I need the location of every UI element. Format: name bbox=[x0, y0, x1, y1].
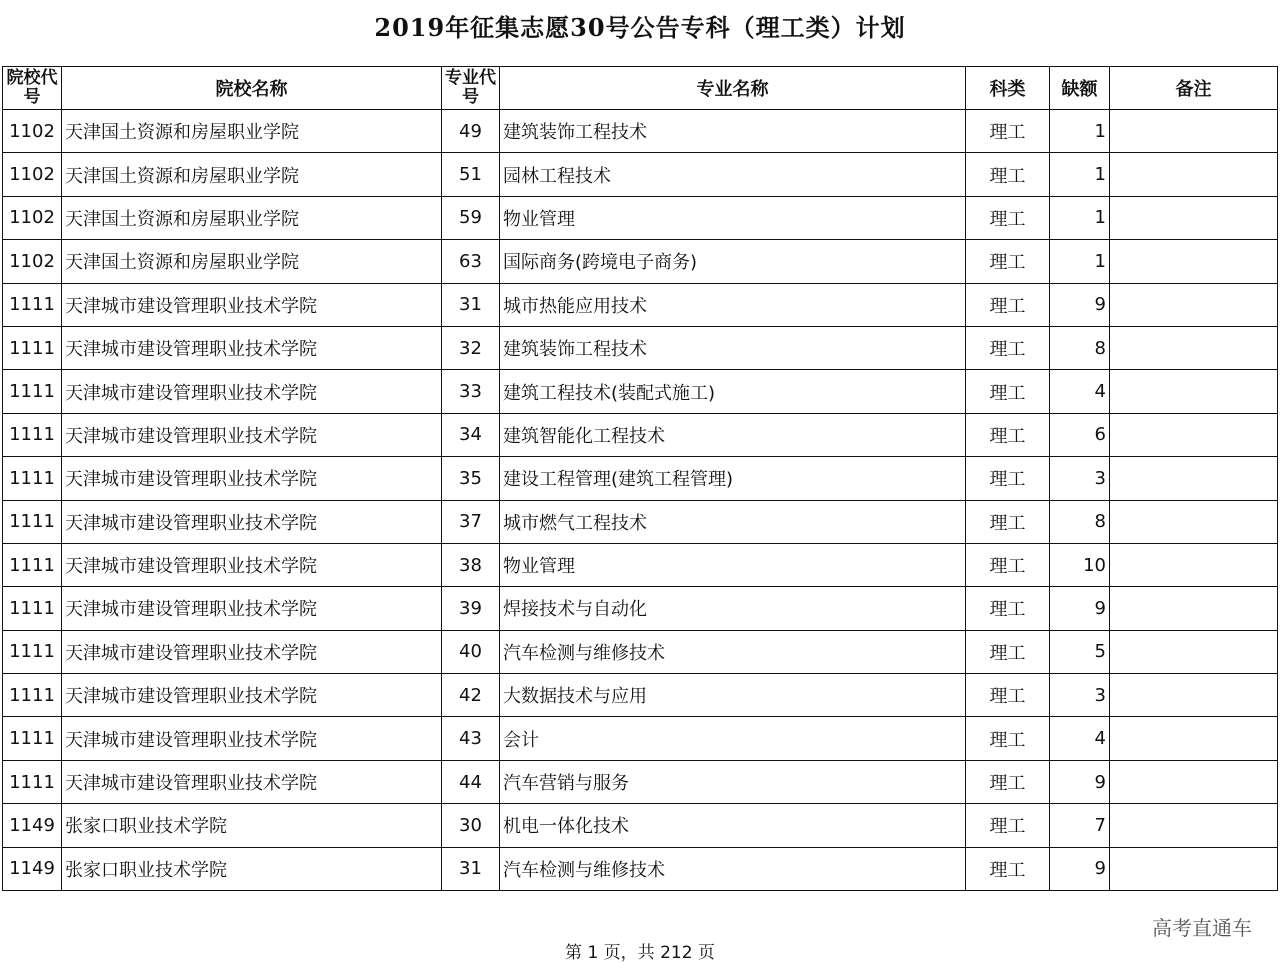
cell-major-code: 59 bbox=[442, 196, 500, 239]
cell-category: 理工 bbox=[966, 457, 1050, 500]
cell-quota: 4 bbox=[1050, 717, 1110, 760]
cell-major-name: 城市热能应用技术 bbox=[500, 283, 966, 326]
cell-school-code: 1111 bbox=[3, 370, 62, 413]
cell-major-code: 39 bbox=[442, 587, 500, 630]
cell-category: 理工 bbox=[966, 153, 1050, 196]
cell-quota: 8 bbox=[1050, 500, 1110, 543]
cell-school-name: 天津城市建设管理职业技术学院 bbox=[62, 326, 442, 369]
header-quota: 缺额 bbox=[1050, 67, 1110, 110]
cell-school-name: 天津城市建设管理职业技术学院 bbox=[62, 674, 442, 717]
cell-quota: 3 bbox=[1050, 457, 1110, 500]
header-major-name: 专业名称 bbox=[500, 67, 966, 110]
cell-quota: 7 bbox=[1050, 804, 1110, 847]
header-row bbox=[3, 67, 1278, 110]
cell-major-code: 37 bbox=[442, 500, 500, 543]
cell-quota: 6 bbox=[1050, 413, 1110, 456]
cell-school-name: 张家口职业技术学院 bbox=[62, 847, 442, 890]
cell-major-name: 园林工程技术 bbox=[500, 153, 966, 196]
cell-school-name: 天津城市建设管理职业技术学院 bbox=[62, 630, 442, 673]
cell-category: 理工 bbox=[966, 760, 1050, 803]
cell-school-code: 1149 bbox=[3, 804, 62, 847]
cell-remark bbox=[1110, 240, 1278, 283]
cell-major-name: 建筑智能化工程技术 bbox=[500, 413, 966, 456]
cell-major-name: 物业管理 bbox=[500, 543, 966, 586]
page-title: 2019年征集志愿30号公告专科（理工类）计划 bbox=[374, 13, 906, 42]
cell-major-name: 建筑装饰工程技术 bbox=[500, 110, 966, 153]
table-row bbox=[3, 674, 1278, 717]
cell-school-name: 天津城市建设管理职业技术学院 bbox=[62, 457, 442, 500]
table-row bbox=[3, 196, 1278, 239]
cell-quota: 1 bbox=[1050, 196, 1110, 239]
cell-category: 理工 bbox=[966, 500, 1050, 543]
cell-major-code: 42 bbox=[442, 674, 500, 717]
cell-major-name: 建筑装饰工程技术 bbox=[500, 326, 966, 369]
cell-remark bbox=[1110, 370, 1278, 413]
cell-major-code: 40 bbox=[442, 630, 500, 673]
cell-quota: 10 bbox=[1050, 543, 1110, 586]
cell-category: 理工 bbox=[966, 413, 1050, 456]
table-row bbox=[3, 543, 1278, 586]
cell-school-name: 天津城市建设管理职业技术学院 bbox=[62, 543, 442, 586]
cell-remark bbox=[1110, 153, 1278, 196]
cell-school-name: 天津国土资源和房屋职业学院 bbox=[62, 196, 442, 239]
cell-school-name: 天津城市建设管理职业技术学院 bbox=[62, 283, 442, 326]
cell-category: 理工 bbox=[966, 370, 1050, 413]
cell-school-code: 1111 bbox=[3, 674, 62, 717]
header-category: 科类 bbox=[966, 67, 1050, 110]
cell-school-code: 1111 bbox=[3, 326, 62, 369]
cell-school-name: 天津城市建设管理职业技术学院 bbox=[62, 370, 442, 413]
cell-school-code: 1111 bbox=[3, 283, 62, 326]
cell-quota: 9 bbox=[1050, 847, 1110, 890]
cell-remark bbox=[1110, 804, 1278, 847]
cell-category: 理工 bbox=[966, 587, 1050, 630]
cell-major-name: 物业管理 bbox=[500, 196, 966, 239]
cell-school-name: 天津国土资源和房屋职业学院 bbox=[62, 153, 442, 196]
header-school-code: 院校代号 bbox=[3, 67, 62, 110]
cell-school-code: 1111 bbox=[3, 717, 62, 760]
cell-school-code: 1102 bbox=[3, 196, 62, 239]
cell-major-name: 汽车检测与维修技术 bbox=[500, 847, 966, 890]
cell-category: 理工 bbox=[966, 283, 1050, 326]
table-row bbox=[3, 110, 1278, 153]
cell-category: 理工 bbox=[966, 326, 1050, 369]
cell-school-code: 1111 bbox=[3, 543, 62, 586]
cell-school-code: 1102 bbox=[3, 110, 62, 153]
table-row bbox=[3, 457, 1278, 500]
cell-major-name: 大数据技术与应用 bbox=[500, 674, 966, 717]
cell-major-name: 汽车营销与服务 bbox=[500, 760, 966, 803]
cell-quota: 9 bbox=[1050, 760, 1110, 803]
table-row bbox=[3, 240, 1278, 283]
cell-major-name: 建筑工程技术(装配式施工) bbox=[500, 370, 966, 413]
cell-quota: 4 bbox=[1050, 370, 1110, 413]
table-row bbox=[3, 587, 1278, 630]
cell-major-code: 44 bbox=[442, 760, 500, 803]
cell-category: 理工 bbox=[966, 630, 1050, 673]
table-row bbox=[3, 847, 1278, 890]
cell-remark bbox=[1110, 500, 1278, 543]
table-row bbox=[3, 153, 1278, 196]
cell-quota: 8 bbox=[1050, 326, 1110, 369]
cell-major-code: 38 bbox=[442, 543, 500, 586]
cell-quota: 3 bbox=[1050, 674, 1110, 717]
table-row bbox=[3, 326, 1278, 369]
enrollment-plan-table bbox=[2, 66, 1278, 891]
header-major-code: 专业代号 bbox=[442, 67, 500, 110]
cell-quota: 9 bbox=[1050, 587, 1110, 630]
cell-category: 理工 bbox=[966, 804, 1050, 847]
cell-category: 理工 bbox=[966, 196, 1050, 239]
cell-category: 理工 bbox=[966, 717, 1050, 760]
header-school-name: 院校名称 bbox=[62, 67, 442, 110]
cell-major-code: 31 bbox=[442, 847, 500, 890]
cell-major-code: 43 bbox=[442, 717, 500, 760]
cell-major-code: 49 bbox=[442, 110, 500, 153]
cell-school-code: 1149 bbox=[3, 847, 62, 890]
cell-major-name: 机电一体化技术 bbox=[500, 804, 966, 847]
cell-major-code: 32 bbox=[442, 326, 500, 369]
cell-school-name: 天津城市建设管理职业技术学院 bbox=[62, 413, 442, 456]
cell-major-name: 城市燃气工程技术 bbox=[500, 500, 966, 543]
cell-remark bbox=[1110, 457, 1278, 500]
cell-major-code: 51 bbox=[442, 153, 500, 196]
cell-quota: 9 bbox=[1050, 283, 1110, 326]
cell-major-code: 35 bbox=[442, 457, 500, 500]
cell-school-code: 1111 bbox=[3, 500, 62, 543]
cell-school-code: 1111 bbox=[3, 630, 62, 673]
cell-remark bbox=[1110, 326, 1278, 369]
cell-category: 理工 bbox=[966, 847, 1050, 890]
cell-category: 理工 bbox=[966, 110, 1050, 153]
table-row bbox=[3, 370, 1278, 413]
cell-remark bbox=[1110, 630, 1278, 673]
table-row bbox=[3, 283, 1278, 326]
cell-major-code: 30 bbox=[442, 804, 500, 847]
cell-major-name: 会计 bbox=[500, 717, 966, 760]
cell-quota: 1 bbox=[1050, 240, 1110, 283]
cell-major-code: 34 bbox=[442, 413, 500, 456]
page-indicator: 第 1 页，共 212 页 bbox=[565, 943, 715, 963]
cell-school-code: 1111 bbox=[3, 413, 62, 456]
table-row bbox=[3, 717, 1278, 760]
table-row bbox=[3, 804, 1278, 847]
cell-school-code: 1111 bbox=[3, 457, 62, 500]
cell-remark bbox=[1110, 760, 1278, 803]
cell-major-code: 33 bbox=[442, 370, 500, 413]
cell-quota: 1 bbox=[1050, 153, 1110, 196]
cell-major-name: 国际商务(跨境电子商务) bbox=[500, 240, 966, 283]
table-body bbox=[3, 110, 1278, 891]
cell-remark bbox=[1110, 717, 1278, 760]
cell-major-name: 焊接技术与自动化 bbox=[500, 587, 966, 630]
table-row bbox=[3, 630, 1278, 673]
cell-remark bbox=[1110, 674, 1278, 717]
cell-quota: 5 bbox=[1050, 630, 1110, 673]
cell-category: 理工 bbox=[966, 674, 1050, 717]
table-row bbox=[3, 760, 1278, 803]
cell-remark bbox=[1110, 543, 1278, 586]
cell-quota: 1 bbox=[1050, 110, 1110, 153]
cell-school-code: 1111 bbox=[3, 760, 62, 803]
watermark-text: 高考直通车 bbox=[1152, 916, 1252, 940]
table-row bbox=[3, 413, 1278, 456]
cell-school-name: 天津城市建设管理职业技术学院 bbox=[62, 500, 442, 543]
cell-category: 理工 bbox=[966, 240, 1050, 283]
cell-school-code: 1102 bbox=[3, 240, 62, 283]
cell-remark bbox=[1110, 847, 1278, 890]
cell-school-name: 天津城市建设管理职业技术学院 bbox=[62, 760, 442, 803]
cell-major-name: 汽车检测与维修技术 bbox=[500, 630, 966, 673]
cell-remark bbox=[1110, 196, 1278, 239]
cell-major-name: 建设工程管理(建筑工程管理) bbox=[500, 457, 966, 500]
cell-remark bbox=[1110, 587, 1278, 630]
cell-category: 理工 bbox=[966, 543, 1050, 586]
cell-school-name: 天津城市建设管理职业技术学院 bbox=[62, 717, 442, 760]
table-row bbox=[3, 500, 1278, 543]
cell-major-code: 31 bbox=[442, 283, 500, 326]
cell-remark bbox=[1110, 283, 1278, 326]
cell-school-name: 张家口职业技术学院 bbox=[62, 804, 442, 847]
cell-school-name: 天津国土资源和房屋职业学院 bbox=[62, 240, 442, 283]
cell-school-name: 天津国土资源和房屋职业学院 bbox=[62, 110, 442, 153]
cell-school-code: 1111 bbox=[3, 587, 62, 630]
table-header bbox=[3, 67, 1278, 110]
cell-school-name: 天津城市建设管理职业技术学院 bbox=[62, 587, 442, 630]
cell-remark bbox=[1110, 110, 1278, 153]
cell-major-code: 63 bbox=[442, 240, 500, 283]
cell-remark bbox=[1110, 413, 1278, 456]
header-remark: 备注 bbox=[1110, 67, 1278, 110]
cell-school-code: 1102 bbox=[3, 153, 62, 196]
